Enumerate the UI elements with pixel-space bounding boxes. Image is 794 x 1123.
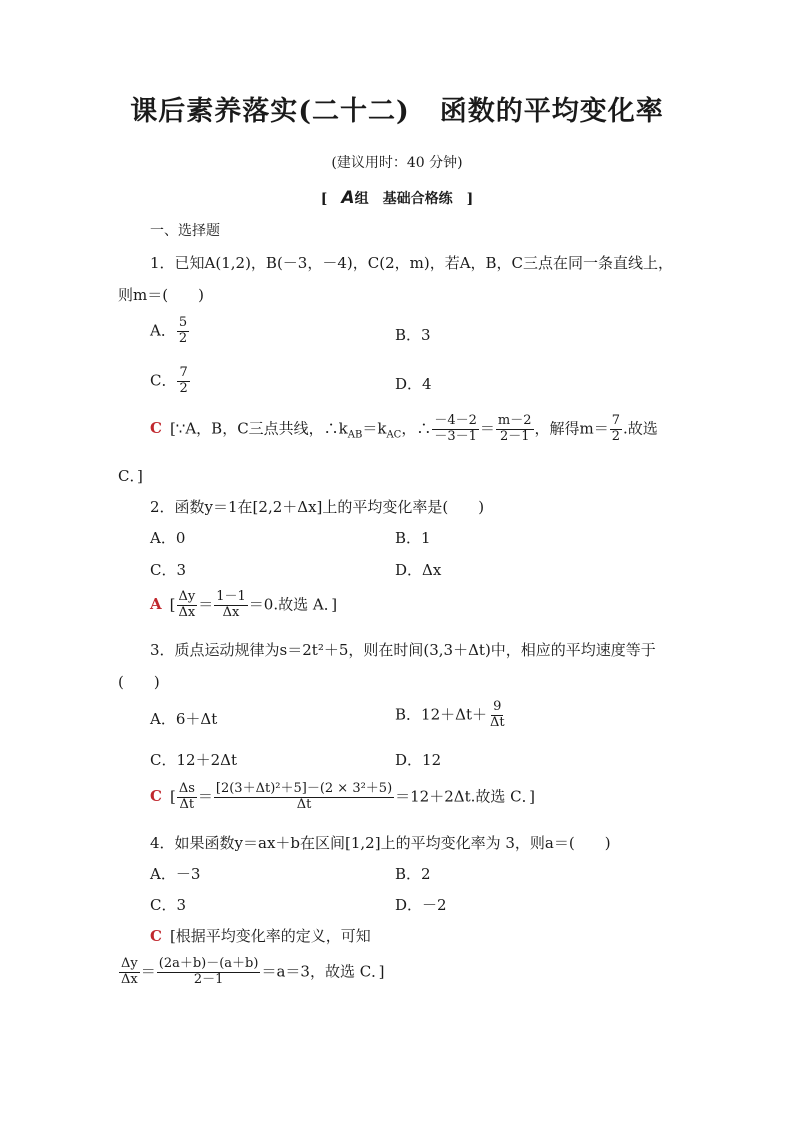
q2-option-c[interactable]: C．3 (150, 561, 187, 579)
page-title (0, 98, 794, 125)
q4-sol-fraction-1: $\frac{\Delta y}{\Delta x}$ (121, 956, 138, 987)
group-text: 组 基础合格练 (354, 191, 453, 207)
q1-stem-line2: 则m＝( ) (118, 286, 204, 304)
group-letter: A (341, 188, 355, 208)
q3-option-d[interactable]: D．12 (395, 751, 442, 769)
q4-sol-fraction-2: $\frac{(2a+b)-(a+b)}{2-1}$ (158, 956, 259, 987)
title-sub: 函数的平均变化率 (439, 96, 664, 127)
q2-sol-fraction-1: $\frac{\Delta y}{\Delta x}$ (178, 589, 196, 620)
q1-answer: C (150, 419, 162, 438)
q4-solution-line1: C [根据平均变化率的定义，可知 (150, 927, 371, 945)
q3-sol-fraction-1: $\frac{\Delta s}{\Delta t}$ (178, 781, 195, 812)
q4-stem: 4．如果函数y＝ax＋b在区间[1,2]上的平均变化率为 3，则a＝( ) (150, 834, 611, 852)
q1-option-c-fraction: $\frac{7}{2}$ (179, 365, 188, 396)
q1-stem-line1: 1．已知A(1,2)，B(－3，－4)，C(2，m)，若A，B，C三点在同一条直线上， (150, 254, 674, 272)
q3-option-c[interactable]: C．12＋2Δt (150, 751, 237, 769)
q2-option-a[interactable]: A．0 (150, 529, 186, 547)
q3-stem-line1: 3．质点运动规律为s＝2t²＋5，则在时间(3,3＋Δt)中，相应的平均速度等于 (150, 641, 656, 659)
q1-option-a-fraction: $\frac{5}{2}$ (178, 315, 188, 346)
q1-solution: C [∵A，B，C三点共线，$\therefore k_{AB}=k_{AC}$，∴ $\frac{-4-2}{-3-1}$ ＝ $\frac{m-2}{2-1}$ ，解得m＝ $\frac{7}{2}$ .故选 (150, 413, 658, 444)
q2-option-d[interactable]: D．Δx (395, 561, 442, 579)
q2-sol-fraction-2: $\frac{1-1}{\Delta x}$ (216, 589, 246, 620)
q3-sol-fraction-2: $\frac{\text{[2(3＋Δt)²＋5]－(2 × 3²＋5)}}{\Delta t}$ (215, 781, 393, 812)
q3-solution: C [ $\frac{\Delta s}{\Delta t}$ ＝ $\frac{\text{[2(3＋Δt)²＋5]－(2 × 3²＋5)}}{\Delta t}$ ＝12＋2Δt.故选 C．] (150, 781, 535, 812)
q1-sol-fraction-1: $\frac{-4-2}{-3-1}$ (434, 413, 477, 444)
q3-option-b-fraction: $\frac{9}{\Delta t}$ (489, 699, 505, 730)
q2-option-b[interactable]: B．1 (395, 529, 431, 547)
q2-answer: A (150, 595, 162, 614)
q4-answer: C (150, 927, 162, 945)
section-heading: 一、选择题 (150, 223, 220, 239)
title-main: 课后素养落实(二十二) (130, 96, 410, 127)
q3-option-b[interactable]: B．12＋Δt＋ $\frac{9}{\Delta t}$ (395, 699, 505, 730)
q4-option-c[interactable]: C．3 (150, 896, 187, 914)
q2-solution: A [ $\frac{\Delta y}{\Delta x}$ ＝ $\frac{1-1}{\Delta x}$ ＝0.故选 A．] (150, 589, 338, 620)
q1-option-a[interactable]: A． $\frac{5}{2}$ (150, 315, 188, 346)
q4-option-a[interactable]: A．－3 (150, 865, 201, 883)
group-label: [ A组 基础合格练 ] (320, 188, 474, 208)
q4-option-b[interactable]: B．2 (395, 865, 431, 883)
q1-sol-fraction-2: $\frac{m-2}{2-1}$ (497, 413, 532, 444)
q4-solution-line2: $\frac{\Delta y}{\Delta x}$ ＝ $\frac{(2a+b)-(a+b)}{2-1}$ ＝a＝3，故选 C．] (121, 956, 385, 987)
q1-option-c[interactable]: C． $\frac{7}{2}$ (150, 365, 188, 396)
q1-sol-fraction-3: $\frac{7}{2}$ (611, 413, 621, 444)
q2-stem: 2．函数y＝1在[2,2＋Δx]上的平均变化率是( ) (150, 498, 485, 516)
q1-option-d[interactable]: D．4 (395, 375, 432, 393)
q1-solution-line2: C．] (118, 467, 143, 485)
suggested-time: (建议用时：40 分钟) (331, 155, 463, 171)
q3-answer: C (150, 787, 162, 806)
q3-option-a[interactable]: A．6＋Δt (150, 710, 218, 728)
q1-option-b[interactable]: B．3 (395, 326, 431, 344)
q4-option-d[interactable]: D．－2 (395, 896, 447, 914)
q3-stem-line2: ( ) (118, 673, 160, 691)
